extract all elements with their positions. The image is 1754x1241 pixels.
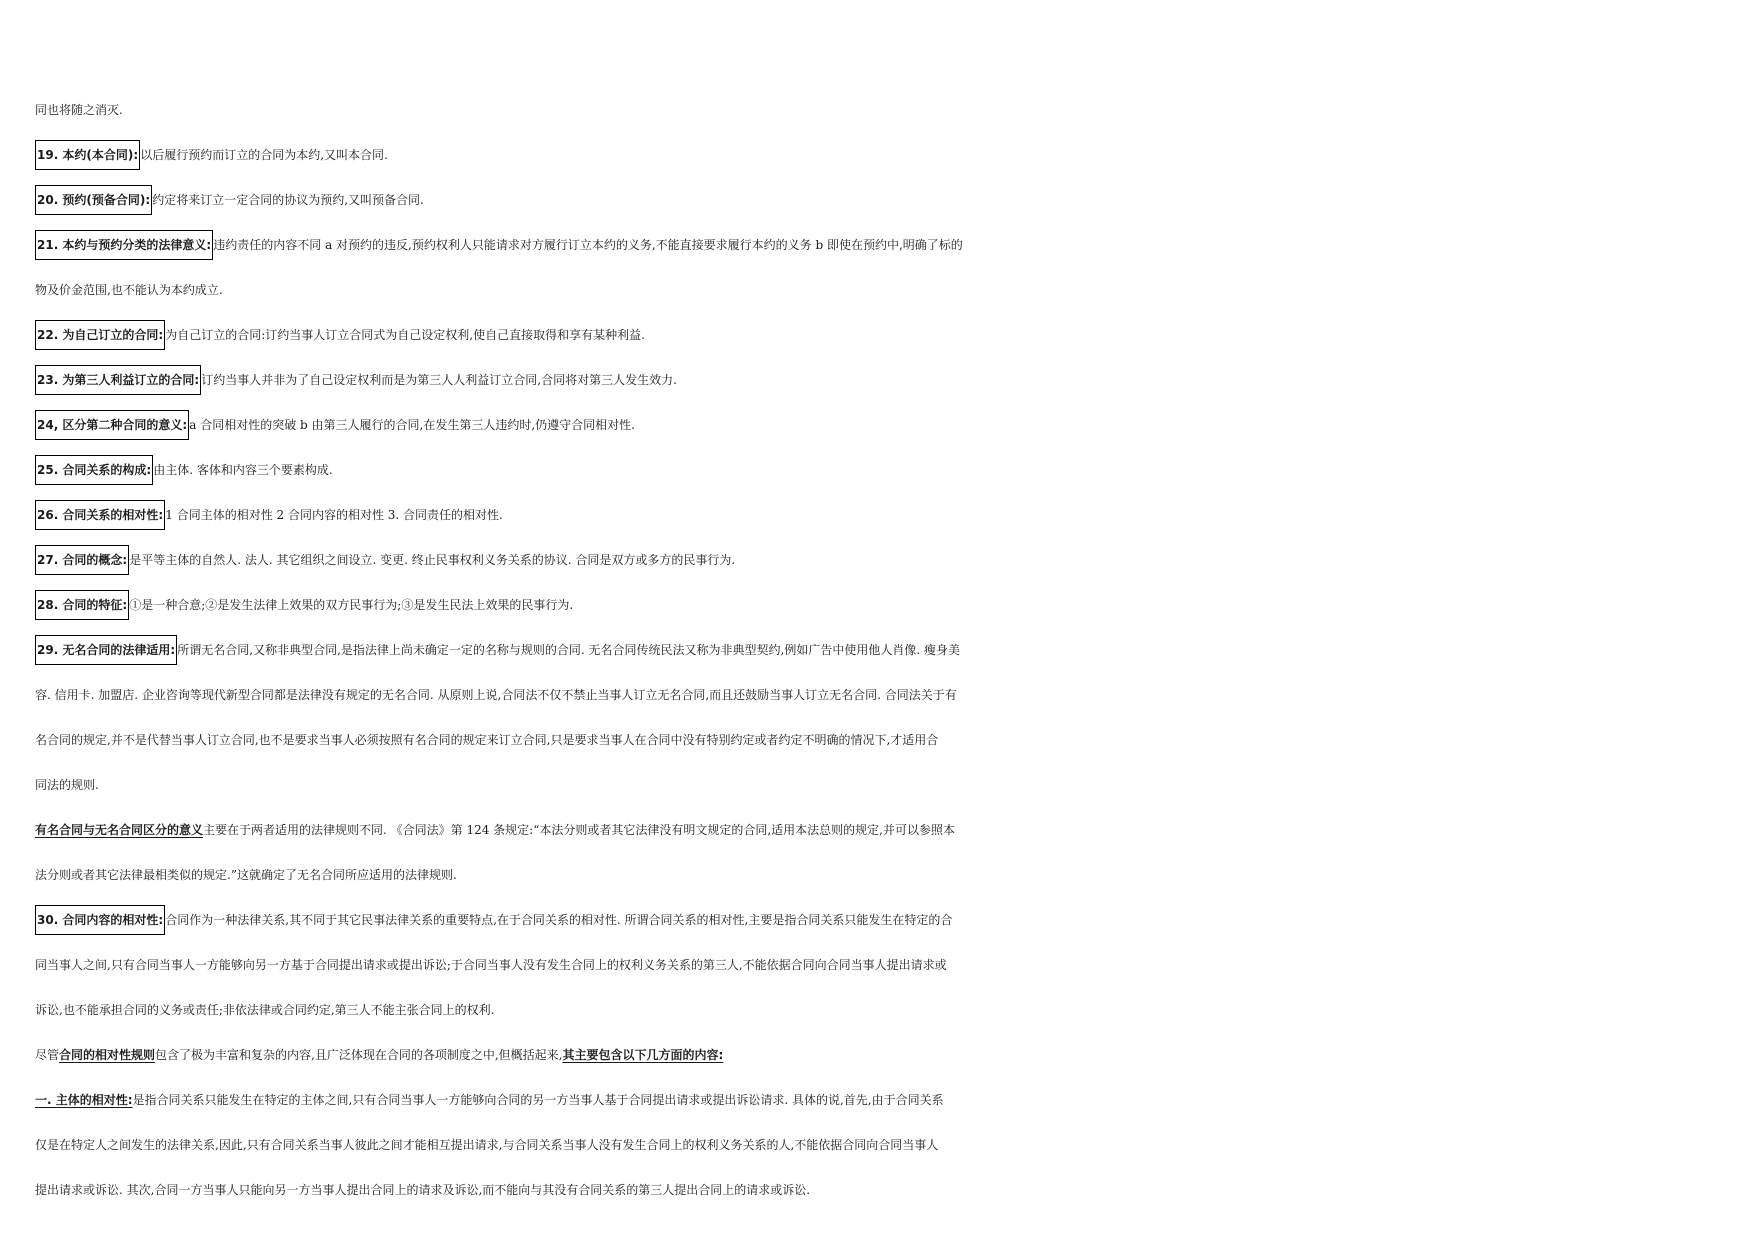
text-line [35, 88, 1737, 133]
body-text: 合同作为一种法律关系,其不同于其它民事法律关系的重要特点,在于合同关系的相对性. 所谓合同关系的相对性,主要是指合同关系只能发生在特定的合 [165, 913, 953, 927]
underlined-term: 一. 主体的相对性: [35, 1093, 133, 1107]
term-box: 21. 本约与预约分类的法律意义: [35, 230, 213, 260]
body-text: 为自己订立的合同:订约当事人订立合同式为自己设定权利,使自己直接取得和享有某种利益. [165, 328, 645, 342]
body-text: 同当事人之间,只有合同当事人一方能够向另一方基于合同提出请求或提出诉讼;于合同当事人没有发生合同上的权利义务关系的第三人,不能依据合同向合同当事人提出请求或 [35, 958, 947, 972]
term-box: 27. 合同的概念: [35, 545, 129, 575]
text-line [35, 853, 1737, 898]
underlined-term: 其主要包含以下几方面的内容: [562, 1048, 724, 1062]
body-text: 物及价金范围,也不能认为本约成立. [35, 283, 223, 297]
body-text: 诉讼,也不能承担合同的义务或责任;非依法律或合同约定,第三人不能主张合同上的权利. [35, 1003, 495, 1017]
underlined-term: 合同的相对性规则 [59, 1048, 156, 1062]
text-line [35, 943, 1737, 988]
body-text: 法分则或者其它法律最相类似的规定.”这就确定了无名合同所应适用的法律规则. [35, 868, 457, 882]
body-text: 包含了极为丰富和复杂的内容,且广泛体现在合同的各项制度之中,但概括起来, [155, 1048, 563, 1062]
term-box: 20. 预约(预备合同): [35, 185, 152, 215]
body-text: 是平等主体的自然人. 法人. 其它组织之间设立. 变更. 终止民事权利义务关系的协议. 合同是双方或多方的民事行为. [129, 553, 736, 567]
term-box: 19. 本约(本合同): [35, 140, 140, 170]
body-text: ①是一种合意;②是发生法律上效果的双方民事行为;③是发生民法上效果的民事行为. [129, 598, 574, 612]
item-25 [35, 448, 1737, 493]
item-21 [35, 223, 1737, 268]
text-line [35, 718, 1737, 763]
body-text: 约定将来订立一定合同的协议为预约,又叫预备合同. [152, 193, 424, 207]
body-text: 违约责任的内容不同 a 对预约的违反,预约权利人只能请求对方履行订立本约的义务,不能直接要求履行本约的义务 b 即使在预约中,明确了标的 [213, 238, 963, 252]
body-text: 以后履行预约而订立的合同为本约,又叫本合同. [140, 148, 388, 162]
body-text: 同法的规则. [35, 778, 99, 792]
body-text: 是指合同关系只能发生在特定的主体之间,只有合同当事人一方能够向合同的另一方当事人基于合同提出请求或提出诉讼请求. 具体的说,首先,由于合同关系 [132, 1093, 944, 1107]
body-text: a 合同相对性的突破 b 由第三人履行的合同,在发生第三人违约时,仍遵守合同相对性. [189, 418, 635, 432]
term-box: 22. 为自己订立的合同: [35, 320, 165, 350]
body-text: 尽管 [35, 1048, 60, 1062]
body-text: 所谓无名合同,又称非典型合同,是指法律上尚未确定一定的名称与规则的合同. 无名合同传统民法又称为非典型契约,例如广告中使用他人肖像. 瘦身美 [177, 643, 960, 657]
body-text: 仅是在特定人之间发生的法律关系,因此,只有合同关系当事人彼此之间才能相互提出请求,与合同关系当事人没有发生合同上的权利义务关系的人,不能依据合同向合同当事人 [35, 1138, 939, 1152]
text-line [35, 268, 1737, 313]
item-20 [35, 178, 1737, 223]
subject-relativity-paragraph [35, 1078, 1737, 1123]
text-line [35, 1168, 1737, 1213]
significance-paragraph [35, 808, 1737, 853]
text-line [35, 763, 1737, 808]
text-line [35, 988, 1737, 1033]
item-29 [35, 628, 1737, 673]
body-text: 1 合同主体的相对性 2 合同内容的相对性 3. 合同责任的相对性. [165, 508, 503, 522]
term-box: 25. 合同关系的构成: [35, 455, 153, 485]
term-box: 24, 区分第二种合同的意义: [35, 410, 189, 440]
item-28 [35, 583, 1737, 628]
item-24 [35, 403, 1737, 448]
body-text: 容. 信用卡. 加盟店. 企业咨询等现代新型合同都是法律没有规定的无名合同. 从原则上说,合同法不仅不禁止当事人订立无名合同,而且还鼓励当事人订立无名合同. 合同法关于有 [35, 688, 957, 702]
item-27 [35, 538, 1737, 583]
item-22 [35, 313, 1737, 358]
item-30 [35, 898, 1737, 943]
body-text: 名合同的规定,并不是代替当事人订立合同,也不是要求当事人必须按照有名合同的规定来订立合同,只是要求当事人在合同中没有特别约定或者约定不明确的情况下,才适用合 [35, 733, 939, 747]
term-box: 26. 合同关系的相对性: [35, 500, 165, 530]
text-line [35, 1123, 1737, 1168]
term-box: 30. 合同内容的相对性: [35, 905, 165, 935]
term-box: 28. 合同的特征: [35, 590, 129, 620]
body-text: 由主体. 客体和内容三个要素构成. [153, 463, 333, 477]
document-page [35, 88, 1737, 1213]
item-23 [35, 358, 1737, 403]
term-box: 23. 为第三人利益订立的合同: [35, 365, 201, 395]
term-box: 29. 无名合同的法律适用: [35, 635, 177, 665]
body-text: 同也将随之消灭. [35, 103, 123, 117]
relativity-rule-paragraph [35, 1033, 1737, 1078]
body-text: 主要在于两者适用的法律规则不同. 《合同法》第 124 条规定:“本法分则或者其它法律没有明文规定的合同,适用本法总则的规定,并可以参照本 [203, 823, 955, 837]
body-text: 提出请求或诉讼. 其次,合同一方当事人只能向另一方当事人提出合同上的请求及诉讼,而不能向与其没有合同关系的第三人提出合同上的请求或诉讼. [35, 1183, 811, 1197]
body-text: 订约当事人并非为了自己设定权利而是为第三人人利益订立合同,合同将对第三人发生效力. [201, 373, 677, 387]
underlined-term: 有名合同与无名合同区分的意义 [35, 823, 204, 837]
text-line [35, 673, 1737, 718]
item-19 [35, 133, 1737, 178]
item-26 [35, 493, 1737, 538]
